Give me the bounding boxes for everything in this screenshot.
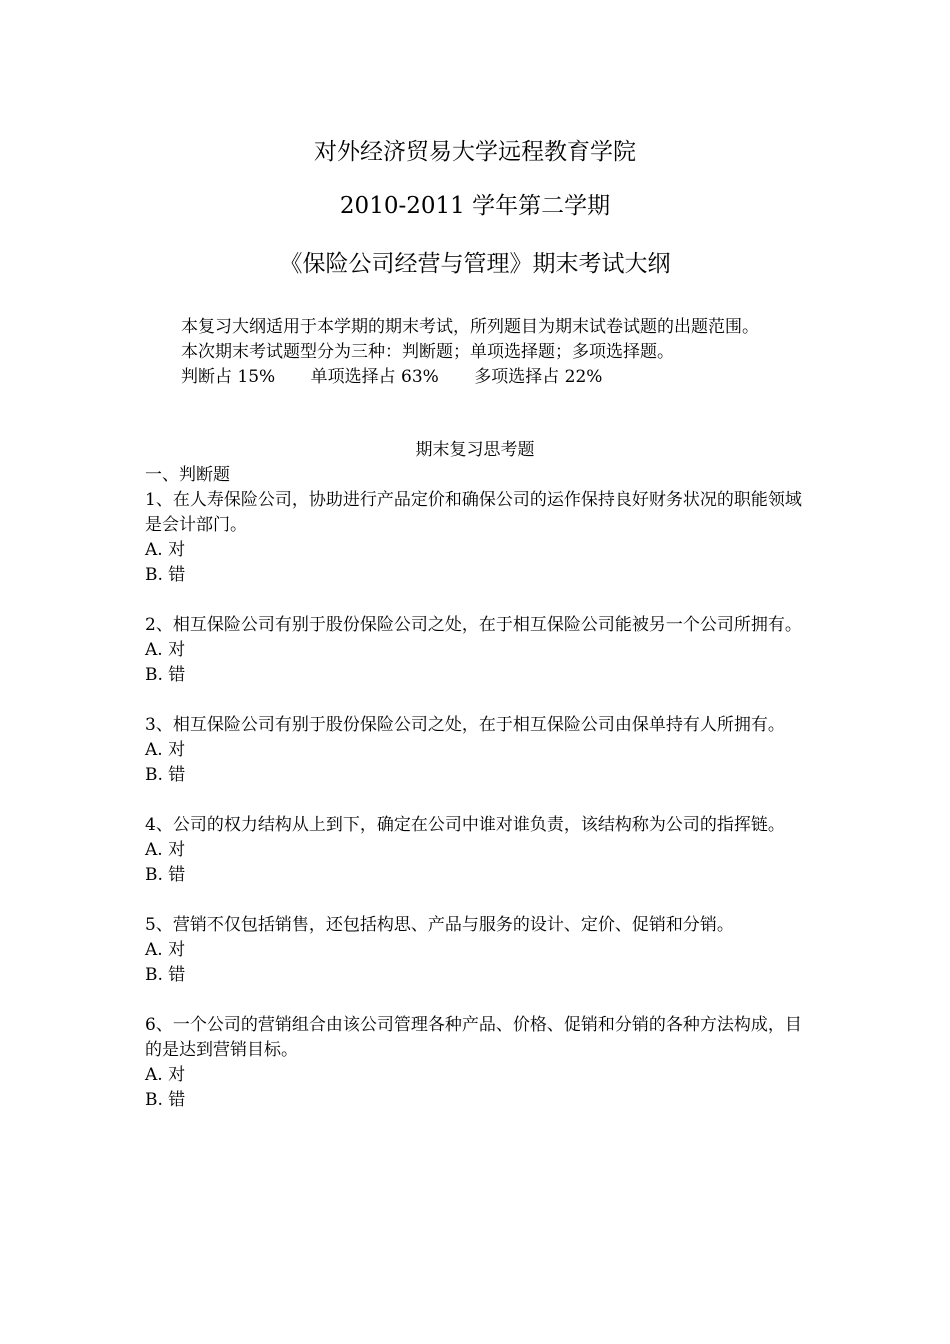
option-a: A. 对	[145, 740, 186, 760]
ratio-true-false: 判断占 15%	[181, 367, 276, 387]
option-b: B. 错	[145, 865, 186, 885]
question-item	[145, 913, 810, 988]
ratio-single-choice: 单项选择占 63%	[310, 367, 439, 387]
intro-paragraph-scope: 本复习大纲适用于本学期的期末考试，所列题目为期末试卷试题的出题范围。	[181, 317, 759, 337]
question-text: 1、在人寿保险公司，协助进行产品定价和确保公司的运作保持良好财务状况的职能领域是会计部门。	[145, 490, 802, 535]
question-item	[145, 613, 810, 688]
score-ratio-line	[145, 365, 810, 390]
question-text: 2、相互保险公司有别于股份保险公司之处，在于相互保险公司能被另一个公司所拥有。	[145, 615, 802, 635]
question-item	[145, 488, 810, 588]
option-a: A. 对	[145, 640, 186, 660]
exam-title: 《保险公司经营与管理》期末考试大纲	[279, 251, 671, 277]
intro-paragraph-types: 本次期末考试题型分为三种：判断题；单项选择题；多项选择题。	[181, 342, 674, 362]
question-text: 6、一个公司的营销组合由该公司管理各种产品、价格、促销和分销的各种方法构成，目的是达到营销目标。	[145, 1015, 802, 1060]
question-item	[145, 813, 810, 888]
option-a: A. 对	[145, 540, 186, 560]
term-title: 2010-2011 学年第二学期	[339, 193, 611, 219]
ratio-multiple-choice: 多项选择占 22%	[474, 367, 603, 387]
option-a: A. 对	[145, 940, 186, 960]
option-b: B. 错	[145, 1090, 186, 1110]
review-heading: 期末复习思考题	[415, 440, 535, 460]
question-item	[145, 1013, 810, 1113]
question-text: 5、营销不仅包括销售，还包括构思、产品与服务的设计、定价、促销和分销。	[145, 915, 734, 935]
option-a: A. 对	[145, 840, 186, 860]
option-b: B. 错	[145, 565, 186, 585]
option-a: A. 对	[145, 1065, 186, 1085]
question-item	[145, 713, 810, 788]
option-b: B. 错	[145, 765, 186, 785]
option-b: B. 错	[145, 965, 186, 985]
institution-title: 对外经济贸易大学远程教育学院	[314, 139, 636, 165]
question-text: 4、公司的权力结构从上到下，确定在公司中谁对谁负责，该结构称为公司的指挥链。	[145, 815, 785, 835]
questions-section	[145, 463, 810, 1138]
question-text: 3、相互保险公司有别于股份保险公司之处，在于相互保险公司由保单持有人所拥有。	[145, 715, 785, 735]
option-b: B. 错	[145, 665, 186, 685]
section-title: 一、判断题	[145, 465, 230, 485]
intro-section	[145, 315, 810, 390]
